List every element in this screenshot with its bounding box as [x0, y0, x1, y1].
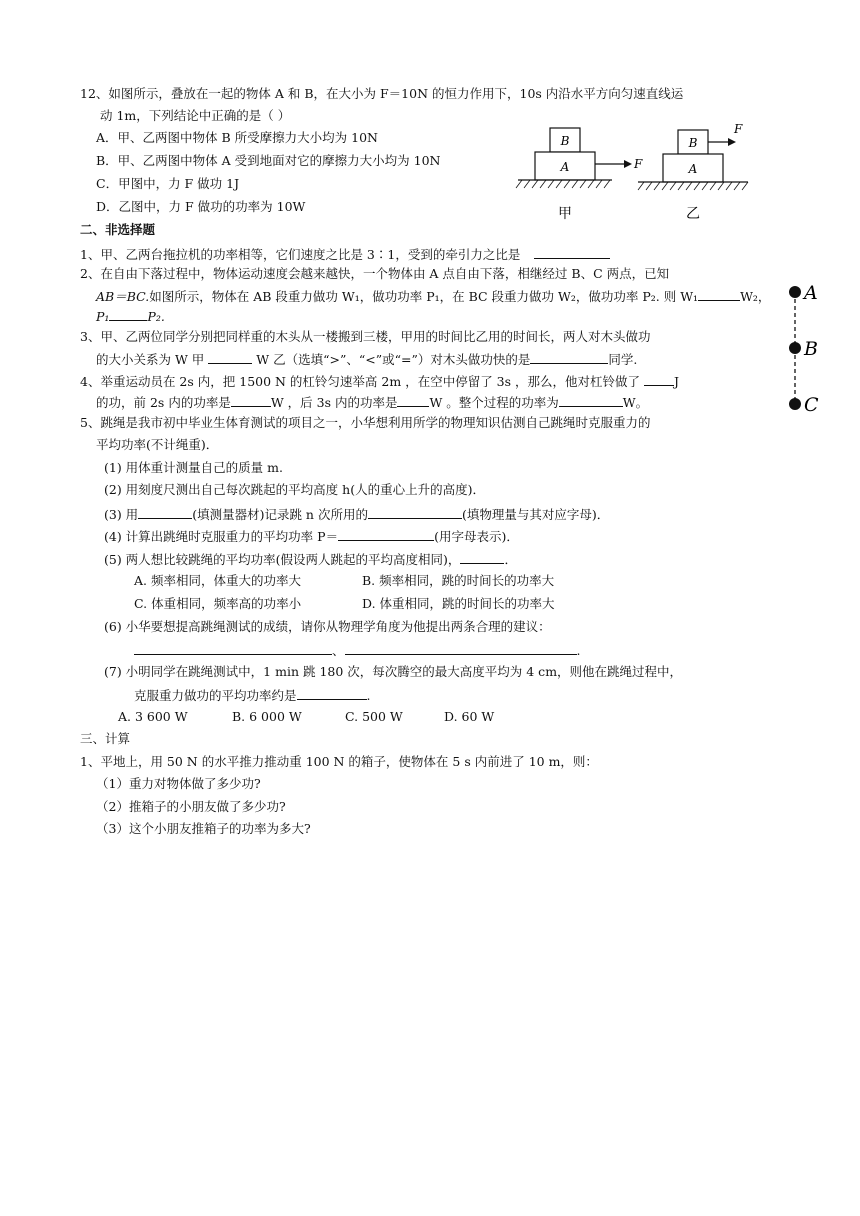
- figure-jia: [510, 122, 650, 224]
- s2-q2-p1: P₁: [96, 309, 110, 324]
- point-b-label: B: [804, 338, 818, 360]
- s2-q2-line2: [96, 287, 770, 305]
- s2-q5-step3-a: (3) 用: [104, 507, 139, 522]
- s3-q1-sub1: （1）重力对物体做了多少功?: [96, 776, 261, 791]
- answer-blank[interactable]: [297, 686, 367, 700]
- s3-q1-stem: 1、平地上，用 50 N 的水平推力推动重 100 N 的箱子，使物体在 5 s 内前进了 10 m，则：: [80, 754, 598, 769]
- q12-option-a: A．甲、乙两图中物体 B 所受摩擦力大小均为 10N: [96, 130, 378, 145]
- s2-q5-step3-b: (填测量器材)记录跳 n 次所用的: [192, 507, 368, 522]
- s2-q2-line3: [96, 307, 165, 325]
- block-b-label: B: [560, 134, 570, 148]
- s3-q1-sub2: （2）推箱子的小朋友做了多少功?: [96, 799, 286, 814]
- s2-q1: [80, 245, 610, 263]
- s2-q2-line1: 2、在自由下落过程中，物体运动速度会越来越快，一个物体由 A 点自由下落，相继经过 B、C 两点，已知: [80, 266, 670, 281]
- s2-q1-text: 1、甲、乙两台拖拉机的功率相等，它们速度之比是 3∶1，受到的牵引力之比是: [80, 247, 521, 262]
- s2-q5-step3-c: (填物理量与其对应字母)．: [461, 507, 610, 522]
- caption-yi: 乙: [686, 206, 700, 222]
- s2-q5-step5-a: (5) 两人想比较跳绳的平均功率(假设两人跳起的平均高度相同)，: [104, 552, 461, 567]
- answer-blank[interactable]: [368, 505, 462, 519]
- answer-blank[interactable]: [530, 350, 608, 364]
- ground-hatching: [516, 180, 610, 188]
- s2-q5-step6-sep: 、: [332, 643, 345, 658]
- s2-q5-step4-a: (4) 计算出跳绳时克服重力的平均功率 P＝: [104, 529, 339, 544]
- figure-yi: [636, 118, 756, 224]
- s2-q5-line2: 平均功率(不计绳重)．: [96, 437, 219, 452]
- s2-q3-text-c: 同学.: [608, 352, 638, 367]
- s2-q4-line1: [80, 372, 679, 390]
- s2-q5-q7-option-a: A. 3 600 W: [118, 709, 188, 724]
- s2-q4-text-c: W ，后 3s 内的功率是: [270, 395, 398, 410]
- s2-q5-q7-option-c: C. 500 W: [345, 709, 403, 724]
- q12-option-b: B．甲、乙两图中物体 A 受到地面对它的摩擦力大小均为 10N: [96, 153, 441, 168]
- q12-option-d: D．乙图中，力 F 做功的功率为 10W: [96, 199, 306, 214]
- s2-q5-step4: [104, 527, 519, 545]
- point-b: [789, 342, 801, 354]
- s2-q4-text-e: W。: [622, 395, 649, 410]
- answer-blank[interactable]: [559, 393, 623, 407]
- answer-blank[interactable]: [138, 505, 192, 519]
- s2-q4-text-b: 的功，前 2s 内的功率是: [96, 395, 231, 410]
- s2-q5-step7-line2: [134, 686, 371, 704]
- block-a-label: A: [560, 160, 570, 174]
- s2-q5-step6-end: .: [576, 643, 581, 658]
- s2-q3-text-b: W 乙（选填“>”、“<”或“=”）对木头做功快的是: [256, 352, 531, 367]
- s2-q2-text: 如图所示，物体在 AB 段重力做功 W₁，做功功率 P₁，在 BC 段重力做功 W₂，做功功率 P₂. 则 W₁: [149, 289, 699, 304]
- block-a-label: A: [688, 162, 698, 176]
- arrow-head-icon: [624, 160, 632, 168]
- point-a: [789, 286, 801, 298]
- s2-q5-step3: [104, 505, 609, 523]
- answer-blank[interactable]: [460, 550, 504, 564]
- block-b-label: B: [688, 136, 698, 150]
- s2-q4-unit: J: [674, 374, 680, 389]
- s2-q5-step6: (6) 小华要想提高跳绳测试的成绩，请你从物理学角度为他提出两条合理的建议：: [104, 619, 551, 634]
- s2-q5-option-c: C. 体重相同，频率高的功率小: [134, 596, 302, 611]
- s2-q5-option-d: D. 体重相同，跳的时间长的功率大: [362, 596, 555, 611]
- s2-q4-text-d: W 。整个过程的功率为: [429, 395, 559, 410]
- point-c-label: C: [804, 394, 819, 416]
- answer-blank[interactable]: [534, 245, 610, 259]
- section-3-title: 三、计算: [80, 731, 131, 746]
- s2-q2-w2: W₂，: [740, 289, 771, 304]
- s2-q2-p2: P₂.: [147, 309, 165, 324]
- caption-jia: 甲: [558, 206, 572, 222]
- force-label: F: [634, 157, 643, 171]
- answer-blank[interactable]: [644, 372, 674, 386]
- s2-q5-step5-b: ．: [504, 552, 517, 567]
- s2-q5-line1: 5、跳绳是我市初中毕业生体育测试的项目之一，小华想利用所学的物理知识估测自己跳绳时克服重力的: [80, 415, 651, 430]
- answer-blank[interactable]: [698, 287, 740, 301]
- s2-q3-text-a: 的大小关系为 W 甲: [96, 352, 205, 367]
- section-2-title: 二、非选择题: [80, 222, 156, 237]
- answer-blank[interactable]: [397, 393, 429, 407]
- s2-q5-step1: (1) 用体重计测量自己的质量 m.: [104, 460, 283, 475]
- s2-q4-line2: [96, 393, 648, 411]
- s2-q5-q7-option-d: D. 60 W: [444, 709, 495, 724]
- s2-q2-condition: AB＝BC.: [96, 289, 150, 304]
- answer-blank[interactable]: [134, 641, 332, 655]
- s2-q3-line1: 3、甲、乙两位同学分别把同样重的木头从一楼搬到三楼，甲用的时间比乙用的时间长，两人对木头做功: [80, 329, 651, 344]
- q12-option-c: C．甲图中，力 F 做功 1J: [96, 176, 240, 191]
- s2-q5-q7-option-b: B. 6 000 W: [232, 709, 302, 724]
- ground-hatching: [638, 182, 748, 190]
- answer-blank[interactable]: [345, 641, 577, 655]
- answer-blank[interactable]: [338, 527, 434, 541]
- point-a-label: A: [804, 282, 818, 304]
- arrow-head-icon: [728, 138, 736, 146]
- s2-q4-text-a: 4、举重运动员在 2s 内，把 1500 N 的杠铃匀速举高 2m ，在空中停留了 3s ，那么，他对杠铃做了: [80, 374, 641, 389]
- s2-q5-step7-line1: (7) 小明同学在跳绳测试中，1 min 跳 180 次，每次腾空的最大高度平均为 4 cm，则他在跳绳过程中，: [104, 664, 683, 679]
- answer-blank[interactable]: [231, 393, 271, 407]
- force-label: F: [734, 122, 743, 136]
- s2-q5-step6-blanks: [134, 641, 581, 659]
- s2-q5-step7-a: 克服重力做功的平均功率约是: [134, 688, 297, 703]
- s3-q1-sub3: （3）这个小朋友推箱子的功率为多大?: [96, 821, 311, 836]
- s2-q3-line2: [96, 350, 637, 368]
- s2-q5-option-a: A. 频率相同，体重大的功率大: [134, 573, 301, 588]
- answer-blank[interactable]: [109, 307, 147, 321]
- q12-stem-line2: 动 1m，下列结论中正确的是（ ）: [100, 108, 291, 123]
- fall-diagram: [784, 280, 824, 416]
- s2-q5-option-b: B. 频率相同，跳的时间长的功率大: [362, 573, 555, 588]
- s2-q5-step7-b: .: [366, 688, 371, 703]
- s2-q5-step5: [104, 550, 517, 568]
- s2-q5-step2: (2) 用刻度尺测出自己每次跳起的平均高度 h(人的重心上升的高度)．: [104, 482, 485, 497]
- s2-q5-step4-b: (用字母表示)．: [434, 529, 519, 544]
- q12-stem-line1: 12、如图所示，叠放在一起的物体 A 和 B，在大小为 F＝10N 的恒力作用下，10s 内沿水平方向匀速直线运: [80, 86, 684, 101]
- point-c: [789, 398, 801, 410]
- answer-blank[interactable]: [208, 350, 252, 364]
